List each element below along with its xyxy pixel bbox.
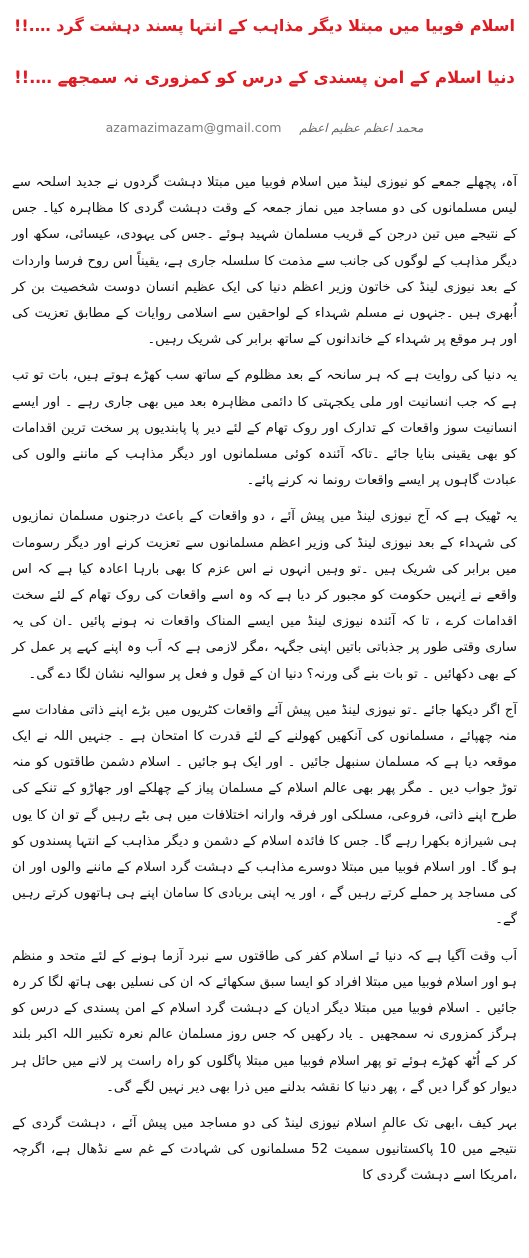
headline-line-1: اسلام فوبیا میں مبتلا دیگر مذاہب کے انتہا پسند دہشت گرد ….!!	[14, 16, 515, 35]
author-email: azamazimazam@gmail.com	[105, 120, 282, 135]
paragraph: آج اگر دیکھا جائے ۔تو نیوزی لینڈ میں پیش آئے واقعات کٹریوں میں بڑے اپنے ذاتی مفادات سے منہ چھپائے ، مسلمانوں کی آنکھیں کھولنے کے لئے قدرت کا امتحان ہے ۔ جنہیں اللہ نے ایک موقعہ دیا ہے کہ مسلمان سنبھل جائیں ۔ اور ایک ہو جائیں ۔ اسلام دشمن طاقتوں کو منہ توڑ جواب دیں ۔ مگر پھر بھی عالم اسلام کے مسلمان پیاز کے چھلکے اور جھاڑو کے تنکے کی طرح اپنے ذاتی، فروعی، مسلکی اور فرقہ وارانہ اختلافات میں ہی بٹے رہیں گے تو ان کا یوں ہی شیرازہ بکھرا رہے گا۔ جس کا فائدہ اسلام کے دشمن و دیگر مذاہب کے انتہا پسندوں کو ہو گا۔ اور اسلام فوبیا میں مبتلا دوسرے مذاہب کے دہشت گرد اسلام کے ماننے والوں اور ان کی مساجد پر حملے کرتے رہیں گے ، اور یہ اپنی بربادی کا سامان اپنے ہی ہاتھوں کرتے رہیں گے۔	[12, 702, 517, 928]
author-name: محمد اعظم عظیم اعظم	[299, 121, 424, 135]
paragraph: آہ، پچھلے جمعے کو نیوزی لینڈ میں اسلام فوبیا میں مبتلا دہشت گردوں نے جدید اسلحہ سے لیس مسلمانوں کی دو مساجد میں نماز جمعہ کے وقت دہشت گردی کا مظاہرہ کیا۔ جس کے نتیجے میں تین درجن کے قریب مسلمان شہید ہوئے ۔جس کی یہودی، عیسائی، سکھ اور دیگر مذاہب کے لوگوں کی جانب سے مذمت کا سلسلہ جاری ہے، یقیناً اس روح فرسا واردات کے بعد نیوزی لینڈ کی خاتون وزیر اعظم دنیا کی ایک عظیم انسان دوست شخصیت بن کر اُبھری ہیں ۔جنہوں نے مسلم شہداء کے لواحقین سے اسلامی روایات کے مطابق تعزیت کی اور ہر موقع پر شہداء کے خاندانوں کے ساتھ برابر کی شریک رہیں۔	[12, 175, 517, 348]
paragraph: اَب وقت آگیا ہے کہ دنیا ئے اسلام کفر کی طاقتوں سے نبرد آزما ہونے کے لئے متحد و منظم ہو اور اسلام فوبیا میں مبتلا افراد کو ایسا سبق سکھائے کہ ان کی نسلیں بھی ہاتھ لگا کر رہ جائیں ۔ اسلام فوبیا میں مبتلا دیگر ادیان کے دہشت گرد اسلام کے امن پسندی کے درس کو ہرگز کمزوری نہ سمجھیں ۔ یاد رکھیں کہ جس روز مسلمان عالم نعرہ تکبیر اللہ اکبر بلند کر کے اُٹھ کھڑے ہوئے تو پھر اسلام فوبیا میں مبتلا پاگلوں کو راہ راست پر لانے میں حائل ہر دیوار کو گرا دیں گے ، پھر دنیا کا نقشہ بدلنے میں ذرا بھی دیر نہیں لگے گی۔	[12, 948, 517, 1095]
paragraph: یہ دنیا کی روایت ہے کہ ہر سانحہ کے بعد مظلوم کے ساتھ سب کھڑے ہوتے ہیں، بات تو تب ہے کہ جب انسانیت اور ملی یکجہتی کا دائمی مظاہرہ بعد میں بھی جاری رہے ۔ اور ایسے انسانیت سوز واقعات کے تدارک اور روک تھام کے لئے دیر پا پابندیوں پر سخت ترین اقدامات کو بھی یقینی بنایا جائے ۔تاکہ آئندہ کوئی مسلمانوں اور دیگر مذاہب کے ماننے والوں کی عبادت گاہوں پر ایسے واقعات رونما نہ کرنے پائے۔	[12, 368, 517, 489]
headline-line-2: دنیا اسلام کے امن پسندی کے درس کو کمزوری نہ سمجھے ….!!	[14, 68, 515, 87]
paragraph: یہ ٹھیک ہے کہ آج نیوزی لینڈ میں پیش آئے ، دو واقعات کے باعث درجنوں مسلمان نمازیوں کی شہداء کے بعد نیوزی لینڈ کی وزیر اعظم مسلمانوں سے تعزیت کرنے اور دیگر رسومات میں برابر کی شریک ہیں ۔تو وہیں انہوں نے اس عزم کا بھی بارہا اعادہ کیا ہے کہ اس واقعے نے اِنہیں حکومت کو مجبور کر دیا ہے کہ وہ اسے واقعات کی روک تھام کے لئے سخت اقدامات کرے ، تا کہ آئندہ نیوزی لینڈ میں ایسے المناک واقعات نہ ہونے پائیں ۔ان کی یہ ساری وقتی طور پر جذباتی باتیں اپنی جگہہ ،مگر لازمی ہے کہ اَب وہ اپنے کہے پر عمل کر کے بھی دکھائیں ۔ تو بات بنے گی ورنہ؟ دنیا ان کے قول و فعل پر سوالیہ نشان لگا دے گی۔	[12, 509, 517, 682]
byline	[0, 120, 529, 135]
article-body	[12, 170, 517, 1190]
paragraph: بہر کیف ،ابھی تک عالمِ اسلام نیوزی لینڈ کی دو مساجد میں پیش آئے ، دہشت گردی کے نتیجے میں 10 پاکستانیوں سمیت 52 مسلمانوں کی شہادت کے غم سے نڈھال ہے، اگرچہ ،امریکا اسے دہشت گردی کا	[12, 1115, 517, 1184]
